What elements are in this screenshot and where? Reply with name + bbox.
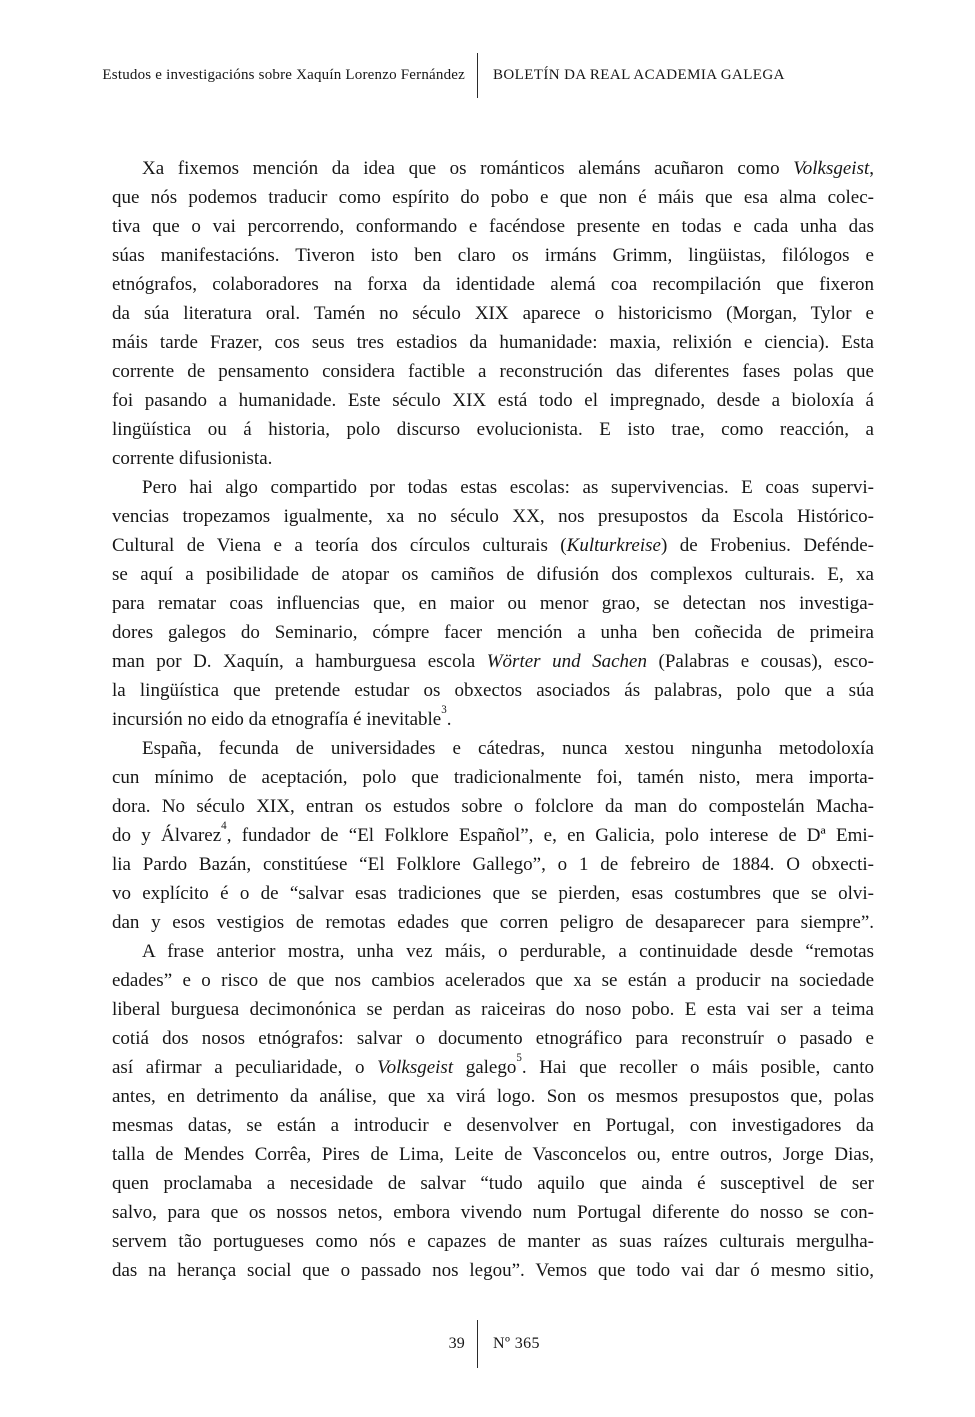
text-line: man por D. Xaquín, a hamburguesa escola Wörter und Sachen (Palabras e cousas), esco-: [112, 651, 875, 672]
page-footer: [0, 1320, 975, 1368]
text-line: da súa literatura oral. Tamén no século XIX aparece o historicismo (Morgan, Tylor e: [112, 303, 874, 324]
text-line: vo explícito é o de “salvar esas tradiciones que se pierden, esas costumbres que se olvi-: [112, 883, 874, 904]
text-line: foi pasando a humanidade. Este século XIX está todo el impregnado, desde a bioloxía á: [112, 390, 874, 411]
paragraph: [112, 154, 874, 473]
text-line: incursión no eido da etnografía é inevitable$^3$.: [112, 704, 452, 730]
text-line: dores galegos do Seminario, cómpre facer mención a unha ben coñecida de primeira: [112, 622, 874, 643]
text-line: cun mínimo de aceptación, polo que tradicionalmente foi, tamén nisto, mera importa-: [112, 767, 874, 788]
text-line: se aquí a posibilidade de atopar os camiños de difusión dos complexos culturais. E, xa: [112, 564, 874, 585]
text-line: dora. No século XIX, entran os estudos sobre o folclore da man do compostelán Macha-: [112, 796, 874, 817]
text-line: servem tão portugueses como nós e capazes de manter as suas raízes culturais mergulha-: [112, 1231, 874, 1252]
text-line: cotiá dos nosos etnógrafos: salvar o documento etnográfico para reconstruír o pasado e: [112, 1028, 874, 1049]
text-line: Pero hai algo compartido por todas estas escolas: as supervivencias. E coas supervi-: [142, 477, 874, 498]
paragraph: [112, 734, 874, 937]
text-line: corrente de pensamento considera factible a reconstrución das diferentes fases polas que: [112, 361, 874, 382]
text-line: tiva que o vai percorrendo, conformando e facéndose presente en todas e cada unha das: [112, 216, 874, 237]
header-journal-title: BOLETÍN DA REAL ACADEMIA GALEGA: [493, 67, 785, 83]
text-line: mesmas datas, se están a introducir e desenvolver en Portugal, con investigadores da: [112, 1115, 874, 1136]
text-line: lingüística ou á historia, polo discurso evolucionista. E isto trae, como reacción, a: [112, 419, 874, 440]
text-line: salvo, para que os nossos netos, embora vivendo num Portugal diferente do nosso se con-: [112, 1202, 874, 1223]
text-line: edades” e o risco de que nos cambios acelerados que xa se están a producir na sociedade: [112, 970, 874, 991]
text-line: así afirmar a peculiaridade, o Volksgeist galego$^5$. Hai que recoller o máis posible, canto: [112, 1052, 874, 1078]
text-line: talla de Mendes Corrêa, Pires de Lima, Leite de Vasconcelos ou, entre outros, Jorge Dias,: [112, 1144, 874, 1165]
text-line: España, fecunda de universidades e cátedras, nunca xestou ningunha metodoloxía: [142, 738, 874, 759]
text-line: la lingüística que pretende estudar os obxectos asociados ás palabras, polo que a súa: [112, 680, 874, 701]
page-header: [0, 53, 975, 98]
text-line: quen proclamaba a necesidade de salvar “tudo aquilo que ainda é susceptivel de ser: [112, 1173, 874, 1194]
text-line: lia Pardo Bazán, constitúese “El Folklore Gallego”, o 1 de febreiro de 1884. O obxecti-: [112, 854, 874, 875]
text-line: liberal burguesa decimonónica se perdan as raiceiras do noso pobo. E esta vai ser a teima: [112, 999, 874, 1020]
issue-number: Nº 365: [493, 1335, 540, 1352]
text-line: máis tarde Frazer, cos seus tres estadios da humanidade: maxia, relixión e ciencia). Esta: [112, 332, 874, 353]
text-line: Xa fixemos mención da idea que os románticos alemáns acuñaron como Volksgeist,: [142, 158, 874, 179]
text-line: Cultural de Viena e a teoría dos círculos culturais (Kulturkreise) de Frobenius. Defénde-: [112, 535, 875, 556]
text-line: vencias tropezamos igualmente, xa no século XX, nos presupostos da Escola Histórico-: [112, 506, 874, 527]
text-line: corrente difusionista.: [112, 448, 273, 469]
paragraph: [112, 473, 874, 734]
text-line: antes, en detrimento da análise, que xa virá logo. Son os mesmos presupostos que, polas: [112, 1086, 874, 1107]
text-line: que nós podemos traducir como espírito do pobo e que non é máis que esa alma colec-: [112, 187, 874, 208]
page-number: 39: [448, 1335, 465, 1352]
text-line: etnógrafos, colaboradores na forxa da identidade alemá coa recompilación que fixeron: [112, 274, 874, 295]
paragraph: [112, 937, 874, 1285]
text-line: súas manifestacións. Tiveron isto ben claro os irmáns Grimm, lingüistas, filólogos e: [112, 245, 874, 266]
body-text: [112, 154, 874, 1285]
text-line: do y Álvarez$^4$, fundador de “El Folklore Español”, e, en Galicia, polo interese de Dª Emi-: [112, 820, 874, 846]
text-line: dan y esos vestigios de remotas edades que corren peligro de desaparecer para siempre”.: [112, 912, 874, 933]
text-line: para rematar coas influencias que, en maior ou menor grao, se detectan nos investiga-: [112, 593, 874, 614]
header-running-title: Estudos e investigacións sobre Xaquín Lorenzo Fernández: [102, 67, 465, 83]
text-line: das na herança social que o passado nos legou”. Vemos que todo vai dar ó mesmo sitio,: [112, 1260, 874, 1281]
text-line: A frase anterior mostra, unha vez máis, o perdurable, a continuidade desde “remotas: [142, 941, 874, 962]
